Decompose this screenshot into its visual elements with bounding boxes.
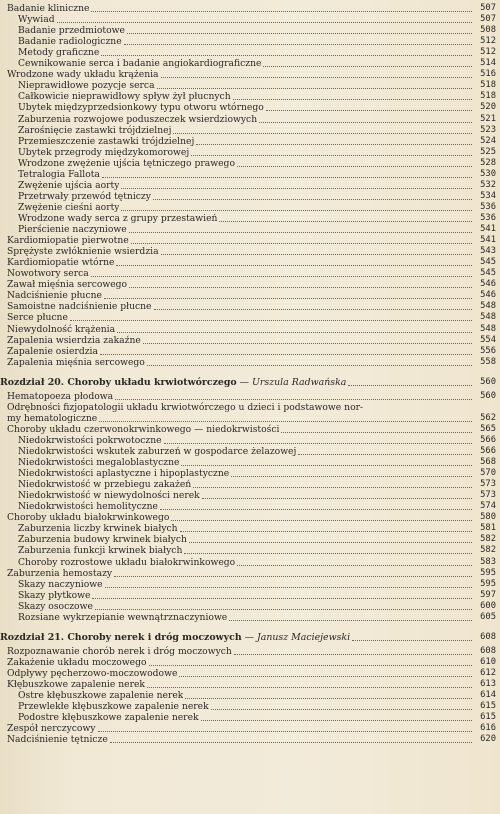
dash-separator: — (241, 631, 257, 643)
toc-entry-row (7, 657, 496, 668)
entry-title: Odrębności fizjopatologii układu krwiotwórczego u dzieci i podstawowe nor- (7, 401, 364, 413)
entry-title: Niedokrwistości hemolityczne (18, 501, 158, 513)
toc-entry-row (18, 601, 496, 612)
dot-leader (173, 133, 472, 134)
page-number: 548 (480, 312, 496, 323)
entry-title: Cewnikowanie serca i badanie angiokardiograficzne (18, 58, 262, 70)
page-number: 523 (480, 124, 496, 135)
entry-title: Zwężenie ujścia aorty (18, 179, 120, 191)
toc-entry-row (18, 58, 496, 69)
dot-leader (57, 22, 472, 23)
page-number: 573 (480, 490, 496, 501)
page-number: 512 (480, 36, 496, 47)
entry-title: Skazy naczyniowe (18, 578, 103, 590)
page-number: 536 (480, 213, 496, 223)
page-number: 620 (480, 734, 496, 745)
page-number: 595 (480, 578, 496, 589)
entry-title: Zapalenia mięśnia sercowego (7, 356, 145, 368)
page-number: 565 (480, 423, 496, 434)
dot-leader (121, 210, 472, 211)
dot-leader (91, 11, 472, 12)
dot-leader (180, 531, 472, 532)
dot-leader (184, 553, 472, 554)
toc-entry-row (18, 80, 496, 91)
dot-leader (181, 465, 472, 466)
toc-entry-row (7, 301, 496, 312)
toc-entry-row (7, 734, 496, 745)
entry-title: Zaburzenia funkcji krwinek białych (18, 545, 183, 557)
toc-entry-row (18, 701, 496, 712)
dot-leader (116, 265, 472, 266)
toc-entry-row (18, 435, 496, 446)
page-number: 560 (480, 390, 496, 401)
entry-title: Kardiomiopatie pierwotne (7, 235, 129, 247)
chapter-author: Janusz Maciejewski (257, 631, 351, 643)
entry-title: Nieprawidłowe pozycje serca (18, 80, 155, 92)
page-number: 568 (480, 457, 496, 467)
page-number: 595 (480, 567, 496, 578)
toc-entry-row (18, 690, 496, 701)
toc-entry-row (18, 36, 496, 47)
dot-leader (129, 287, 472, 288)
entry-title: Zespół nerczycowy (7, 723, 96, 735)
toc-entry-row (7, 69, 496, 80)
page-number: 508 (480, 25, 496, 36)
dot-leader (70, 320, 472, 321)
dot-leader (164, 443, 472, 444)
dot-leader (191, 155, 472, 156)
dot-leader (266, 110, 472, 111)
page-number: 546 (480, 290, 496, 301)
page-number: 518 (480, 80, 496, 91)
page-number: 610 (480, 656, 496, 667)
dash-separator: — (236, 376, 253, 388)
page-number: 556 (480, 345, 496, 356)
dot-leader (237, 166, 472, 167)
page-number: 548 (480, 301, 496, 312)
page-number: 524 (480, 135, 496, 146)
page-number: 530 (480, 168, 496, 179)
page-number: 608 (480, 645, 496, 656)
entry-title: Wrodzone wady serca z grupy przestawień (18, 213, 218, 224)
toc-entry-row (18, 490, 496, 501)
dot-leader (154, 309, 473, 310)
entry-title: Zapalenia wsierdzia zakaźne (7, 334, 141, 346)
page-number: 516 (480, 69, 496, 80)
dot-leader (149, 665, 472, 666)
entry-title: Badanie przedmiotowe (18, 25, 125, 37)
dot-leader (211, 709, 472, 710)
page-number: 520 (480, 102, 496, 113)
toc-entry-row (7, 391, 496, 402)
page-number: 546 (480, 279, 496, 290)
entry-title: Podostre kłębuszkowe zapalenie nerek (18, 712, 199, 724)
toc-entry-row (18, 457, 496, 468)
page-number: 545 (480, 257, 496, 268)
entry-title: Niewydolność krążenia (7, 323, 116, 335)
dot-leader (104, 298, 472, 299)
page-number: 605 (480, 611, 496, 622)
toc-entry-row (18, 468, 496, 479)
toc-entry-row (18, 590, 496, 601)
dot-leader (121, 188, 472, 189)
page-number: 514 (480, 58, 496, 69)
entry-title: Rozsiane wykrzepianie wewnątrznaczyniowe (18, 611, 228, 623)
page-number: 541 (480, 224, 496, 234)
toc-entry-row (18, 91, 496, 102)
dot-leader (98, 731, 472, 732)
dot-leader (185, 698, 472, 699)
entry-title: Ubytek międzyprzedsionkowy typu otworu wtórnego (18, 102, 264, 114)
toc-entry-row (18, 102, 496, 113)
dot-leader (234, 654, 472, 655)
page-number: 566 (480, 446, 496, 456)
toc-entry-row (18, 114, 496, 125)
toc-entry-row (7, 235, 496, 246)
dot-leader (281, 432, 472, 433)
page-number: 570 (480, 468, 496, 479)
toc-entry-row (18, 180, 496, 191)
page-number: 525 (480, 146, 496, 157)
page-number: 532 (480, 179, 496, 190)
toc-entry-row (18, 523, 496, 534)
toc-entry-row (18, 136, 496, 147)
toc-entry-row (7, 268, 496, 279)
entry-title: Wywiad (18, 14, 55, 26)
dot-leader (124, 44, 472, 45)
entry-title: Zaburzenia budowy krwinek białych (18, 534, 187, 546)
page-number: 507 (480, 14, 496, 25)
page-number: 560 (480, 376, 496, 387)
entry-title: Całkowicie nieprawidłowy spływ żył płucnych (18, 91, 231, 103)
dot-leader (196, 144, 472, 145)
dot-leader (160, 509, 472, 510)
dot-leader (131, 243, 472, 244)
toc-entry-row (7, 646, 496, 657)
dot-leader (219, 221, 472, 222)
toc-entry-row (7, 312, 496, 323)
dot-leader (153, 199, 472, 200)
toc-entry-row (18, 125, 496, 136)
dot-leader (298, 454, 472, 455)
page-number: 608 (480, 631, 496, 642)
page-number: 558 (480, 356, 496, 367)
page-number: 597 (480, 589, 496, 600)
page-number: 507 (480, 3, 496, 13)
entry-title: Zaburzenia hemostazy (7, 567, 113, 579)
page-number: 600 (480, 600, 496, 611)
entry-title: Zakażenie układu moczowego (7, 656, 147, 668)
dot-leader (189, 542, 472, 543)
page-number: 521 (480, 113, 496, 124)
entry-title: Nadciśnienie płucne (7, 290, 102, 302)
toc-entry-row (7, 246, 496, 257)
entry-title: Zaburzenia liczby krwinek białych (18, 523, 178, 535)
page-number: 536 (480, 201, 496, 212)
entry-title: Wrodzone zwężenie ujścia tętniczego prawego (18, 157, 235, 169)
dot-leader (231, 476, 472, 477)
toc-entry-row (7, 424, 496, 435)
page-number: 512 (480, 47, 496, 58)
entry-title: Tetralogia Fallota (18, 168, 100, 180)
page-number: 582 (480, 534, 496, 545)
chapter-heading (0, 632, 350, 643)
dot-leader (179, 676, 472, 677)
dot-leader (193, 487, 472, 488)
page-number: 615 (480, 701, 496, 711)
entry-title: Zawał mięśnia sercowego (7, 279, 128, 291)
toc-entry-row (18, 557, 496, 568)
page-number: 518 (480, 91, 496, 102)
toc-entry-row (18, 202, 496, 213)
toc-entry-row (18, 47, 496, 58)
page-number: 612 (480, 667, 496, 678)
entry-title: Ostre kłębuszkowe zapalenie nerek (18, 690, 184, 701)
entry-title: Ubytek przegrody międzykomorowej (18, 146, 190, 158)
toc-entry-row (7, 402, 496, 413)
page-number: 582 (480, 545, 496, 556)
toc-entry-row (18, 446, 496, 457)
dot-leader (105, 587, 472, 588)
dot-leader (161, 77, 472, 78)
entry-title: Nadciśnienie tętnicze (7, 734, 108, 746)
page-number: 574 (480, 501, 496, 512)
dot-leader (171, 520, 472, 521)
entry-title: Rozpoznawanie chorób nerek i dróg moczowych (7, 645, 232, 657)
toc-entry-row (7, 335, 496, 346)
dot-leader (348, 385, 472, 386)
toc-entry-row (18, 191, 496, 202)
toc-entry-row (7, 324, 496, 335)
page-number: 534 (480, 190, 496, 201)
entry-title: my hematologiczne (7, 412, 98, 424)
page-number: 583 (480, 556, 496, 567)
toc-entry-row (7, 357, 496, 368)
toc-entry-row (18, 712, 496, 723)
entry-title: Zarośnięcie zastawki trójdzielnej (18, 124, 172, 136)
entry-title: Niedokrwistość w przebiegu zakażeń (18, 479, 192, 491)
toc-entry-row (18, 213, 496, 224)
toc-entry-row (7, 568, 496, 579)
dot-leader (233, 99, 472, 100)
dot-leader (110, 742, 472, 743)
entry-title: Choroby rozrostowe układu białokrwinkowego (18, 556, 236, 568)
toc-entry-row (7, 679, 496, 690)
entry-title: Niedokrwistość w niewydolności nerek (18, 490, 200, 502)
page-number: 562 (480, 412, 496, 423)
toc-entry-row (18, 169, 496, 180)
page-number: 615 (480, 712, 496, 723)
entry-title: Niedokrwistości megaloblastyczne (18, 457, 180, 468)
page-number: 541 (480, 235, 496, 246)
dot-leader (92, 598, 472, 599)
chapter-title: Rozdział 21. Choroby nerek i dróg moczowych (0, 631, 242, 643)
entry-title: Choroby układu czerwonokrwinkowego — niedokrwistości (7, 423, 280, 435)
chapter-heading (0, 377, 346, 388)
page-number: 613 (480, 678, 496, 689)
dot-leader (99, 421, 472, 422)
dot-leader (127, 33, 472, 34)
entry-title: Niedokrwistości wskutek zaburzeń w gospodarce żelazowej (18, 446, 297, 457)
dot-leader (115, 399, 472, 400)
dot-leader (157, 88, 472, 89)
page-number: 573 (480, 479, 496, 490)
entry-title: Wrodzone wady układu krążenia (7, 69, 159, 81)
toc-chapter-row (0, 377, 496, 388)
entry-title: Choroby układu białokrwinkowego (7, 512, 170, 524)
entry-title: Hematopoeza płodowa (7, 390, 114, 402)
entry-title: Przewlekłe kłębuszkowe zapalenie nerek (18, 701, 209, 712)
dot-leader (100, 354, 472, 355)
dot-leader (147, 365, 472, 366)
dot-leader (237, 565, 472, 566)
entry-title: Odpływy pęcherzowo-moczowodowe (7, 667, 178, 679)
toc-entry-row (18, 501, 496, 512)
entry-title: Skazy osoczowe (18, 600, 93, 612)
entry-title: Niedokrwistości aplastyczne i hipoplastyczne (18, 468, 230, 480)
page-number: 554 (480, 334, 496, 345)
dot-leader (91, 276, 472, 277)
entry-title: Metody graficzne (18, 47, 100, 59)
chapter-title: Rozdział 20. Choroby układu krwiotwórczego (0, 376, 237, 388)
entry-title: Badanie kliniczne (7, 3, 90, 14)
dot-leader (352, 640, 472, 641)
page-number: 528 (480, 157, 496, 168)
page-number: 543 (480, 246, 496, 257)
toc-entry-row (18, 224, 496, 235)
dot-leader (161, 254, 472, 255)
entry-title: Samoistne nadciśnienie płucne (7, 301, 152, 313)
toc-entry-row (7, 668, 496, 679)
dot-leader (102, 177, 472, 178)
dot-leader (202, 498, 472, 499)
entry-title: Niedokrwistości pokrwotoczne (18, 434, 162, 446)
toc-entry-row (18, 612, 496, 623)
page-number: 545 (480, 268, 496, 279)
entry-title: Przemieszczenie zastawki trójdzielnej (18, 135, 195, 147)
dot-leader (95, 609, 472, 610)
entry-title: Serce płucne (7, 312, 68, 324)
dot-leader (114, 576, 472, 577)
toc-entry-row (7, 257, 496, 268)
toc-entry-row (18, 479, 496, 490)
toc-entry-row (18, 147, 496, 158)
dot-leader (259, 122, 472, 123)
entry-title: Pierścienie naczyniowe (18, 224, 127, 235)
toc-entry-row (18, 534, 496, 545)
dot-leader (101, 55, 472, 56)
toc-entry-row (7, 723, 496, 734)
toc-entry-row (7, 290, 496, 301)
dot-leader (201, 720, 472, 721)
page-number: 580 (480, 512, 496, 523)
chapter-author: Urszula Radwańska (252, 376, 347, 388)
entry-title: Zapalenie osierdzia (7, 345, 98, 357)
dot-leader (147, 687, 472, 688)
page-number: 548 (480, 323, 496, 334)
page-number: 581 (480, 523, 496, 534)
entry-title: Zwężenie cieśni aorty (18, 201, 120, 213)
toc-entry-row (18, 14, 496, 25)
dot-leader (229, 620, 472, 621)
entry-title: Przetrwały przewód tętniczy (18, 190, 151, 202)
toc-entry-row (7, 279, 496, 290)
page-number: 566 (480, 434, 496, 445)
entry-title: Nowotwory serca (7, 268, 89, 280)
toc-entry-row (18, 25, 496, 36)
toc-entry-row (7, 512, 496, 523)
toc-entry-row (18, 545, 496, 556)
entry-title: Badanie radiologiczne (18, 36, 122, 48)
entry-title: Sprężyste zwłóknienie wsierdzia (7, 246, 159, 258)
toc-entry-row (7, 413, 496, 424)
entry-title: Kłębuszkowe zapalenie nerek (7, 678, 145, 690)
dot-leader (117, 332, 472, 333)
dot-leader (263, 66, 472, 67)
page-number: 616 (480, 723, 496, 734)
toc-entry-row (18, 158, 496, 169)
toc-entry-row (18, 579, 496, 590)
dot-leader (143, 343, 472, 344)
entry-title: Kardiomiopatie wtórne (7, 257, 115, 269)
entry-title: Zaburzenia rozwojowe poduszeczek wsierdziowych (18, 113, 258, 125)
toc-entry-row (7, 346, 496, 357)
entry-title: Skazy płytkowe (18, 589, 91, 601)
toc-chapter-row (0, 632, 496, 643)
dot-leader (129, 232, 472, 233)
toc-entry-row (7, 3, 496, 14)
page-number: 614 (480, 690, 496, 700)
